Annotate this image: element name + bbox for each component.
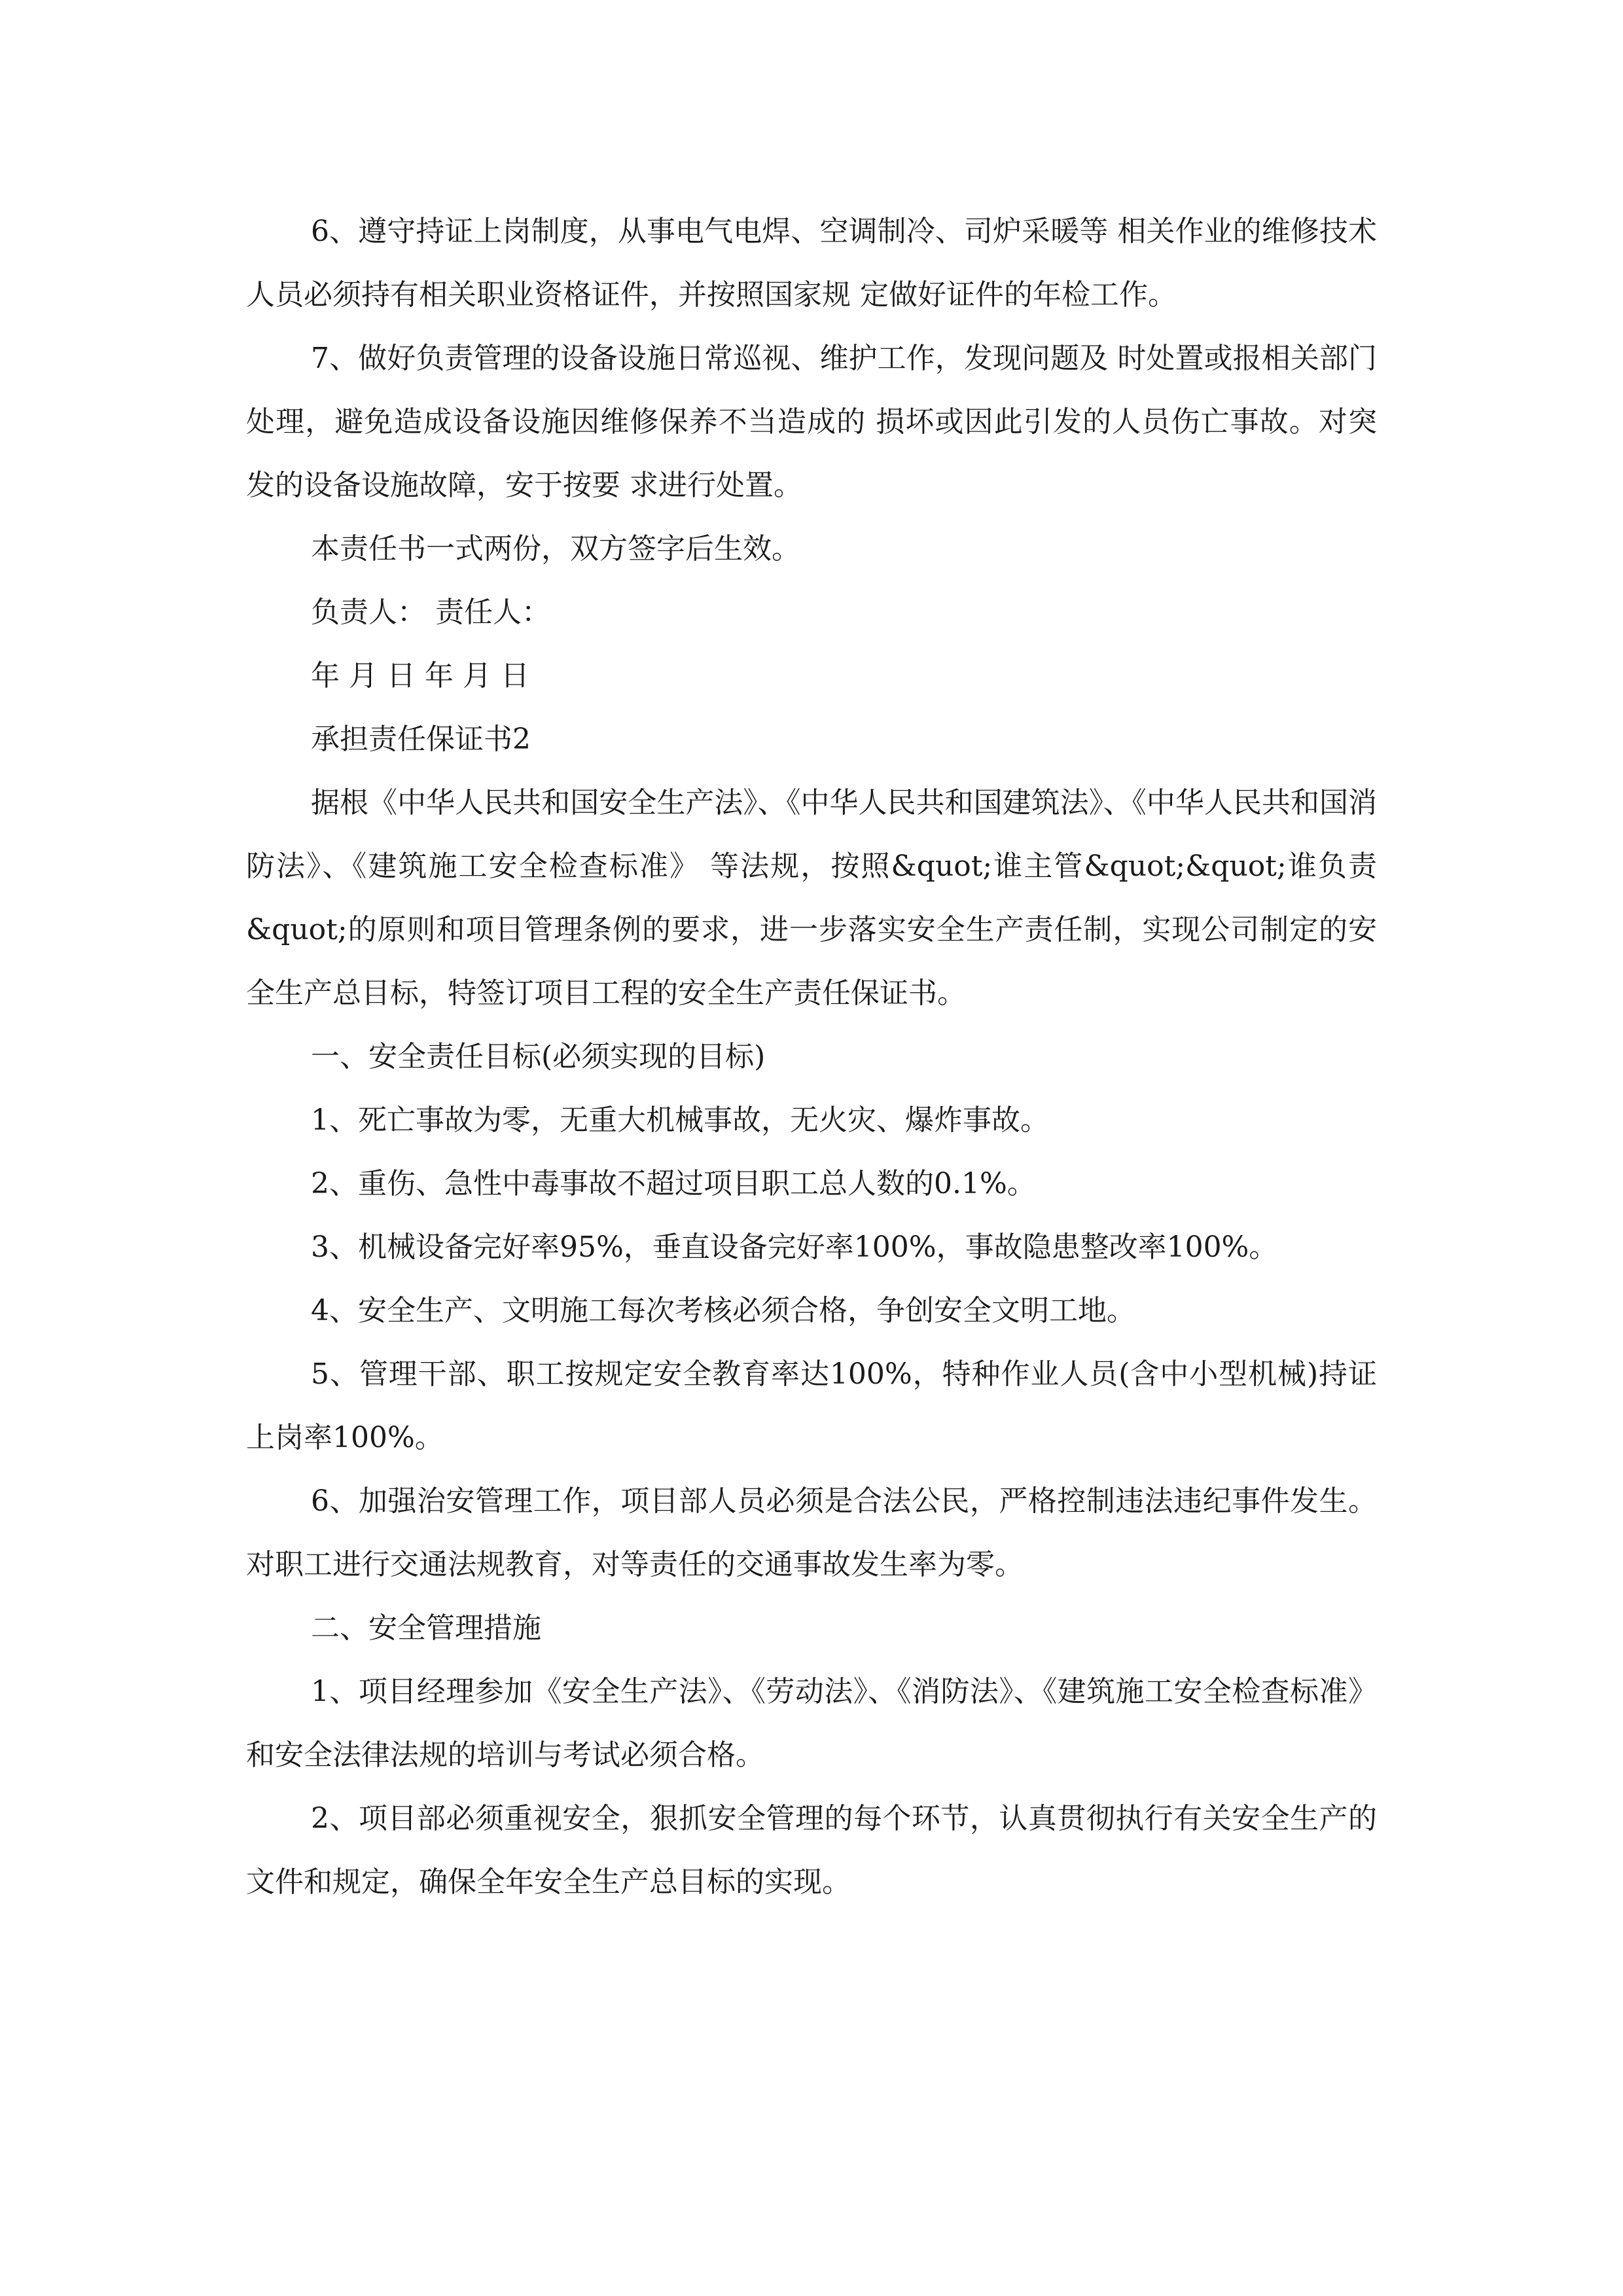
signature-line: 负责人： 责任人： <box>311 596 550 629</box>
heading-safety-measures: 二、安全管理措施 <box>311 1611 541 1645</box>
target-item-1: 1、死亡事故为零，无重大机械事故，无火灾、爆炸事故。 <box>311 1103 1049 1137</box>
measure-item-2: 2、项目部必须重视安全，狠抓安全管理的每个环节，认真贯彻执行有关安全生产的文件和规定，确保全年安全生产总目标的实现。 <box>246 1802 1377 1899</box>
target-item-6: 6、加强治安管理工作，项目部人员必须是合法公民，严格控制违法违纪事件发生。对职工进行交通法规教育，对等责任的交通事故发生率为零。 <box>246 1484 1377 1581</box>
paragraph-item-6-qualification: 6、遵守持证上岗制度，从事电气电焊、空调制冷、司炉采暖等 相关作业的维修技术人员必须持有相关职业资格证件，并按照国家规 定做好证件的年检工作。 <box>246 215 1377 312</box>
target-item-5: 5、管理干部、职工按规定安全教育率达100%，特种作业人员(含中小型机械)持证上岗率100%。 <box>246 1357 1377 1454</box>
paragraph-item-7-inspection: 7、做好负责管理的设备设施日常巡视、维护工作，发现问题及 时处置或报相关部门处理，避免造成设备设施因维修保养不当造成的 损坏或因此引发的人员伤亡事故。对突发的设备设施故障，安于按要 求进行处置。 <box>246 342 1377 502</box>
paragraph-intro: 据根《中华人民共和国安全生产法》、《中华人民共和国建筑法》、《中华人民共和国消防法》、《建筑施工安全检查标准》 等法规，按照&quot;谁主管&quot;&quot;谁负责&quot;的原则和项目管理条例的要求，进一步落实安全生产责任制，实现公司制定的安全生产总目标，特签订项目工程的安全生产责任保证书。 <box>246 786 1377 1010</box>
target-item-3: 3、机械设备完好率95%，垂直设备完好率100%，事故隐患整改率100%。 <box>311 1230 1278 1264</box>
date-line: 年 月 日 年 月 日 <box>311 659 529 692</box>
section-title: 承担责任保证书2 <box>311 723 531 756</box>
target-item-2: 2、重伤、急性中毒事故不超过项目职工总人数的0.1%。 <box>311 1167 1036 1200</box>
measure-item-1: 1、项目经理参加《安全生产法》、《劳动法》、《消防法》、《建筑施工安全检查标准》和安全法律法规的培训与考试必须合格。 <box>246 1675 1377 1772</box>
document-body <box>246 200 1377 1914</box>
paragraph-effect-clause: 本责任书一式两份，双方签字后生效。 <box>311 532 800 565</box>
target-item-4: 4、安全生产、文明施工每次考核必须合格，争创安全文明工地。 <box>311 1294 1135 1327</box>
heading-safety-targets: 一、安全责任目标(必须实现的目标) <box>311 1040 766 1073</box>
